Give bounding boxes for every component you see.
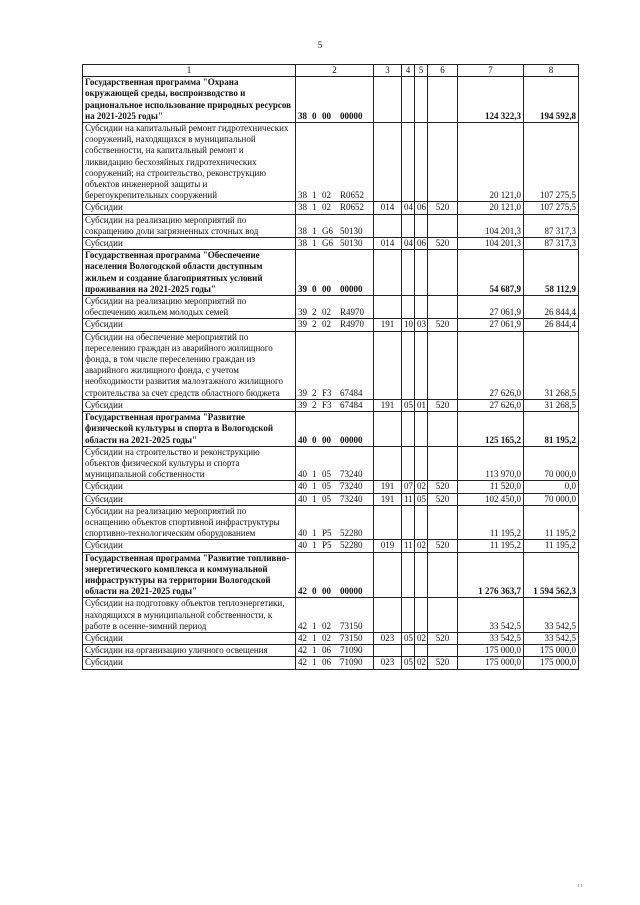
row-code xyxy=(296,552,374,598)
row-col-6 xyxy=(428,123,458,202)
header-col-5: 5 xyxy=(415,65,428,77)
row-col-7: 27 061,9 xyxy=(458,319,524,331)
table-row xyxy=(83,540,579,552)
row-col-6 xyxy=(428,214,458,237)
row-col-4: 10 xyxy=(402,319,415,331)
code-part: 1 xyxy=(312,202,317,213)
code-part: 02 xyxy=(322,319,331,330)
header-col-2: 2 xyxy=(296,65,374,77)
row-col-7: 102 450,0 xyxy=(458,493,524,505)
row-col-8: 31 268,5 xyxy=(524,331,579,399)
row-col-7: 11 520,0 xyxy=(458,481,524,493)
row-code xyxy=(296,214,374,237)
table-row xyxy=(83,505,579,540)
code-part: 00 xyxy=(322,110,331,121)
table-row xyxy=(83,632,579,644)
row-col-3 xyxy=(374,412,402,447)
code-part: F3 xyxy=(322,387,332,398)
row-col-7: 11 195,2 xyxy=(458,540,524,552)
row-col-4 xyxy=(402,446,415,481)
code-part: 40 xyxy=(298,434,307,445)
row-name: Субсидии на капитальный ремонт гидротехнических сооружений, находящихся в муниципальной собственности, на капитальный ремонт и ликвидацию бесхозяйных гидротехнических сооружений; на строительство, реконструкцию объектов инженерной защиты и берегоукрепительных сооружений xyxy=(83,123,296,202)
row-col-7: 175 000,0 xyxy=(458,657,524,669)
code-part: 02 xyxy=(322,307,331,318)
row-col-4: 04 xyxy=(402,238,415,250)
row-col-6 xyxy=(428,296,458,319)
row-col-4 xyxy=(402,296,415,319)
row-code xyxy=(296,331,374,399)
row-name: Субсидии xyxy=(83,202,296,214)
row-col-8: 0,0 xyxy=(524,481,579,493)
code-part: 06 xyxy=(322,645,331,656)
code-part: 1 xyxy=(312,540,317,551)
row-code xyxy=(296,598,374,633)
row-col-6: 520 xyxy=(428,399,458,411)
code-part: 1 xyxy=(312,493,317,504)
code-part: 1 xyxy=(312,481,317,492)
code-part: 1 xyxy=(312,238,317,249)
row-col-7: 33 542,5 xyxy=(458,598,524,633)
row-col-8: 87 317,3 xyxy=(524,214,579,237)
table-row xyxy=(83,446,579,481)
table-row xyxy=(83,645,579,657)
row-col-8: 26 844,4 xyxy=(524,319,579,331)
row-col-4: 11 xyxy=(402,540,415,552)
row-col-4 xyxy=(402,214,415,237)
row-code xyxy=(296,446,374,481)
table-row xyxy=(83,481,579,493)
row-code xyxy=(296,657,374,669)
row-col-7: 125 165,2 xyxy=(458,412,524,447)
code-part: 2 xyxy=(312,307,317,318)
row-name: Государственная программа "Развитие физической культуры и спорта в Вологодской области на 2021-2025 годы" xyxy=(83,412,296,447)
row-name: Субсидии на реализацию мероприятий по обеспечению жильем молодых семей xyxy=(83,296,296,319)
program-row xyxy=(83,77,579,123)
row-col-5: 05 xyxy=(415,493,428,505)
code-part: 38 xyxy=(298,202,307,213)
code-part: 2 xyxy=(312,319,317,330)
row-code xyxy=(296,250,374,296)
code-part: G6 xyxy=(322,225,333,236)
row-code xyxy=(296,481,374,493)
row-col-8: 70 000,0 xyxy=(524,446,579,481)
row-col-4: 05 xyxy=(402,657,415,669)
code-part: 00 xyxy=(322,434,331,445)
row-col-6: 520 xyxy=(428,202,458,214)
table-body xyxy=(83,65,579,670)
page-number: 5 xyxy=(317,40,323,50)
row-col-5: 01 xyxy=(415,399,428,411)
table-row xyxy=(83,493,579,505)
row-col-4 xyxy=(402,645,415,657)
row-col-6 xyxy=(428,77,458,123)
row-name: Субсидии на строительство и реконструкцию объектов физической культуры и спорта муниципальной собственности xyxy=(83,446,296,481)
code-part: R0652 xyxy=(340,190,365,201)
row-code xyxy=(296,399,374,411)
row-col-3: 191 xyxy=(374,399,402,411)
row-code xyxy=(296,412,374,447)
row-col-5 xyxy=(415,598,428,633)
row-col-3: 191 xyxy=(374,319,402,331)
row-col-6 xyxy=(428,598,458,633)
row-col-8: 1 594 562,3 xyxy=(524,552,579,598)
code-part: 02 xyxy=(322,620,331,631)
code-part: 73240 xyxy=(340,493,363,504)
table-row xyxy=(83,296,579,319)
code-part: 00 xyxy=(322,283,331,294)
code-part: 02 xyxy=(322,632,331,643)
row-name: Субсидии на реализацию мероприятий по оснащению объектов спортивной инфраструктуры спортивно-технологическим оборудованием xyxy=(83,505,296,540)
row-col-4: 05 xyxy=(402,399,415,411)
code-part: 40 xyxy=(298,528,307,539)
code-part: 42 xyxy=(298,586,307,597)
row-code xyxy=(296,238,374,250)
code-part: 00000 xyxy=(340,434,363,445)
program-row xyxy=(83,250,579,296)
row-col-3 xyxy=(374,214,402,237)
row-name: Субсидии xyxy=(83,399,296,411)
table-row xyxy=(83,123,579,202)
row-name: Субсидии на подготовку объектов теплоэнергетики, находящихся в муниципальной собственности, к работе в осенне-зимний период xyxy=(83,598,296,633)
code-part: 42 xyxy=(298,620,307,631)
code-part: 0 xyxy=(312,434,317,445)
row-col-4 xyxy=(402,77,415,123)
code-part: 06 xyxy=(322,657,331,668)
row-col-5: 02 xyxy=(415,632,428,644)
row-col-4 xyxy=(402,250,415,296)
row-code xyxy=(296,505,374,540)
row-col-7: 104 201,3 xyxy=(458,214,524,237)
row-code xyxy=(296,202,374,214)
row-col-4: 07 xyxy=(402,481,415,493)
row-col-3 xyxy=(374,552,402,598)
row-col-8: 33 542,5 xyxy=(524,632,579,644)
row-col-6 xyxy=(428,412,458,447)
row-name: Субсидии на реализацию мероприятий по сокращению доли загрязненных сточных вод xyxy=(83,214,296,237)
code-part: 39 xyxy=(298,283,307,294)
row-name: Субсидии xyxy=(83,481,296,493)
row-col-6: 520 xyxy=(428,238,458,250)
code-part: 2 xyxy=(312,399,317,410)
row-name: Государственная программа "Обеспечение населения Вологодской области доступным жильем и создание благоприятных условий проживания на 2021-2025 годы" xyxy=(83,250,296,296)
row-code xyxy=(296,645,374,657)
row-col-6: 520 xyxy=(428,657,458,669)
row-name: Субсидии xyxy=(83,632,296,644)
table-row xyxy=(83,238,579,250)
row-code xyxy=(296,123,374,202)
row-col-8: 33 542,5 xyxy=(524,598,579,633)
row-col-4: 04 xyxy=(402,202,415,214)
row-col-3: 014 xyxy=(374,202,402,214)
row-col-6 xyxy=(428,645,458,657)
row-col-4 xyxy=(402,505,415,540)
code-part: 1 xyxy=(312,528,317,539)
row-col-6 xyxy=(428,250,458,296)
row-col-6 xyxy=(428,331,458,399)
row-code xyxy=(296,493,374,505)
row-col-8: 11 195,2 xyxy=(524,505,579,540)
code-part: 42 xyxy=(298,632,307,643)
row-col-6: 520 xyxy=(428,481,458,493)
row-col-6: 520 xyxy=(428,540,458,552)
row-col-7: 27 626,0 xyxy=(458,331,524,399)
code-part: 1 xyxy=(312,225,317,236)
row-col-5: 02 xyxy=(415,481,428,493)
row-col-3: 023 xyxy=(374,632,402,644)
row-col-5 xyxy=(415,123,428,202)
header-col-6: 6 xyxy=(428,65,458,77)
code-part: 1 xyxy=(312,620,317,631)
row-col-5 xyxy=(415,645,428,657)
code-part: P5 xyxy=(322,540,332,551)
code-part: 42 xyxy=(298,645,307,656)
row-name: Субсидии xyxy=(83,238,296,250)
row-code xyxy=(296,77,374,123)
row-col-4 xyxy=(402,331,415,399)
row-col-7: 124 322,3 xyxy=(458,77,524,123)
row-col-7: 113 970,0 xyxy=(458,446,524,481)
row-col-8: 87 317,3 xyxy=(524,238,579,250)
row-col-7: 27 626,0 xyxy=(458,399,524,411)
row-col-3: 023 xyxy=(374,657,402,669)
code-part: 67484 xyxy=(340,399,363,410)
code-part: 50130 xyxy=(340,225,363,236)
row-col-7: 33 542,5 xyxy=(458,632,524,644)
row-code xyxy=(296,319,374,331)
header-col-8: 8 xyxy=(524,65,579,77)
row-col-4 xyxy=(402,598,415,633)
row-col-8: 194 592,8 xyxy=(524,77,579,123)
row-col-4: 05 xyxy=(402,632,415,644)
code-part: 1 xyxy=(312,657,317,668)
code-part: 02 xyxy=(322,202,331,213)
code-part: 73240 xyxy=(340,469,363,480)
row-col-5 xyxy=(415,446,428,481)
row-col-6: 520 xyxy=(428,319,458,331)
row-col-3 xyxy=(374,296,402,319)
table-row xyxy=(83,657,579,669)
row-name: Субсидии на организацию уличного освещения xyxy=(83,645,296,657)
row-col-5 xyxy=(415,77,428,123)
row-col-6: 520 xyxy=(428,632,458,644)
row-col-4 xyxy=(402,552,415,598)
code-part: 42 xyxy=(298,657,307,668)
row-code xyxy=(296,540,374,552)
row-col-5 xyxy=(415,214,428,237)
code-part: 40 xyxy=(298,469,307,480)
code-part: R4970 xyxy=(340,319,365,330)
row-col-6: 520 xyxy=(428,493,458,505)
code-part: P5 xyxy=(322,528,332,539)
row-code xyxy=(296,632,374,644)
row-col-7: 20 121,0 xyxy=(458,123,524,202)
code-part: 1 xyxy=(312,190,317,201)
row-col-3: 191 xyxy=(374,481,402,493)
code-part: 73240 xyxy=(340,481,363,492)
code-part: 0 xyxy=(312,586,317,597)
code-part: 50130 xyxy=(340,238,363,249)
row-col-5 xyxy=(415,412,428,447)
code-part: 71090 xyxy=(340,657,363,668)
program-row xyxy=(83,412,579,447)
code-part: 00 xyxy=(322,586,331,597)
code-part: 40 xyxy=(298,493,307,504)
header-col-3: 3 xyxy=(374,65,402,77)
program-row xyxy=(83,552,579,598)
code-part: 0 xyxy=(312,283,317,294)
row-col-3 xyxy=(374,331,402,399)
code-part: 39 xyxy=(298,399,307,410)
row-col-4: 11 xyxy=(402,493,415,505)
code-part: R4970 xyxy=(340,307,365,318)
table-row xyxy=(83,202,579,214)
row-col-5 xyxy=(415,505,428,540)
row-col-5 xyxy=(415,296,428,319)
row-col-8: 70 000,0 xyxy=(524,493,579,505)
row-col-5: 03 xyxy=(415,319,428,331)
row-col-5: 02 xyxy=(415,657,428,669)
code-part: 1 xyxy=(312,645,317,656)
code-part: F3 xyxy=(322,399,332,410)
row-name: Субсидии на обеспечение мероприятий по переселению граждан из аварийного жилищного фонда, в том числе переселению граждан из аварийного жилищного фонда, с учетом необходимости развития малоэтажного жилищного строительства за счет средств областного бюджета xyxy=(83,331,296,399)
row-col-6 xyxy=(428,505,458,540)
code-part: 2 xyxy=(312,387,317,398)
code-part: 00000 xyxy=(340,110,363,121)
code-part: 52280 xyxy=(340,528,363,539)
code-part: 38 xyxy=(298,110,307,121)
code-part: 71090 xyxy=(340,645,363,656)
code-part: 40 xyxy=(298,540,307,551)
row-col-3 xyxy=(374,505,402,540)
row-col-8: 81 195,2 xyxy=(524,412,579,447)
code-part: R0652 xyxy=(340,202,365,213)
row-col-3: 019 xyxy=(374,540,402,552)
footer-mark: ᴵ ᴵ xyxy=(577,883,582,891)
row-col-5: 06 xyxy=(415,202,428,214)
row-col-5: 06 xyxy=(415,238,428,250)
table-row xyxy=(83,214,579,237)
budget-table xyxy=(82,64,579,670)
row-col-8: 11 195,2 xyxy=(524,540,579,552)
header-col-4: 4 xyxy=(402,65,415,77)
row-col-7: 1 276 363,7 xyxy=(458,552,524,598)
code-part: 39 xyxy=(298,307,307,318)
row-col-7: 27 061,9 xyxy=(458,296,524,319)
table-row xyxy=(83,399,579,411)
table-row xyxy=(83,331,579,399)
code-part: G6 xyxy=(322,238,333,249)
row-name: Субсидии xyxy=(83,657,296,669)
code-part: 39 xyxy=(298,387,307,398)
row-name: Субсидии xyxy=(83,319,296,331)
row-col-8: 175 000,0 xyxy=(524,657,579,669)
code-part: 1 xyxy=(312,469,317,480)
row-col-8: 58 112,9 xyxy=(524,250,579,296)
row-col-3 xyxy=(374,77,402,123)
code-part: 38 xyxy=(298,190,307,201)
code-part: 1 xyxy=(312,632,317,643)
row-col-7: 175 000,0 xyxy=(458,645,524,657)
header-col-1: 1 xyxy=(83,65,296,77)
header-row xyxy=(83,65,579,77)
row-col-5: 02 xyxy=(415,540,428,552)
row-col-6 xyxy=(428,552,458,598)
code-part: 67484 xyxy=(340,387,363,398)
table-row xyxy=(83,598,579,633)
row-name: Субсидии xyxy=(83,493,296,505)
code-part: 05 xyxy=(322,469,331,480)
code-part: 02 xyxy=(322,190,331,201)
row-col-8: 26 844,4 xyxy=(524,296,579,319)
table-row xyxy=(83,319,579,331)
code-part: 05 xyxy=(322,481,331,492)
code-part: 00000 xyxy=(340,283,363,294)
row-col-5 xyxy=(415,552,428,598)
row-col-7: 20 121,0 xyxy=(458,202,524,214)
code-part: 52280 xyxy=(340,540,363,551)
row-name: Государственная программа "Охрана окружающей среды, воспроизводство и рациональное использование природных ресурсов на 2021-2025 годы" xyxy=(83,77,296,123)
row-col-7: 11 195,2 xyxy=(458,505,524,540)
row-col-5 xyxy=(415,331,428,399)
row-col-7: 54 687,9 xyxy=(458,250,524,296)
code-part: 40 xyxy=(298,481,307,492)
row-name: Субсидии xyxy=(83,540,296,552)
row-name: Государственная программа "Развитие топливно-энергетического комплекса и коммунальной инфраструктуры на территории Вологодской области на 2021-2025 годы" xyxy=(83,552,296,598)
row-code xyxy=(296,296,374,319)
row-col-3: 014 xyxy=(374,238,402,250)
row-col-8: 107 275,5 xyxy=(524,123,579,202)
row-col-3 xyxy=(374,446,402,481)
row-col-3: 191 xyxy=(374,493,402,505)
row-col-5 xyxy=(415,250,428,296)
code-part: 0 xyxy=(312,110,317,121)
code-part: 73150 xyxy=(340,620,363,631)
code-part: 38 xyxy=(298,238,307,249)
row-col-7: 104 201,3 xyxy=(458,238,524,250)
code-part: 05 xyxy=(322,493,331,504)
row-col-4 xyxy=(402,412,415,447)
row-col-3 xyxy=(374,250,402,296)
code-part: 39 xyxy=(298,319,307,330)
row-col-3 xyxy=(374,598,402,633)
row-col-8: 107 275,5 xyxy=(524,202,579,214)
row-col-4 xyxy=(402,123,415,202)
code-part: 73150 xyxy=(340,632,363,643)
row-col-6 xyxy=(428,446,458,481)
row-col-8: 175 000,0 xyxy=(524,645,579,657)
row-col-8: 31 268,5 xyxy=(524,399,579,411)
code-part: 00000 xyxy=(340,586,363,597)
code-part: 38 xyxy=(298,225,307,236)
row-col-3 xyxy=(374,123,402,202)
row-col-3 xyxy=(374,645,402,657)
header-col-7: 7 xyxy=(458,65,524,77)
